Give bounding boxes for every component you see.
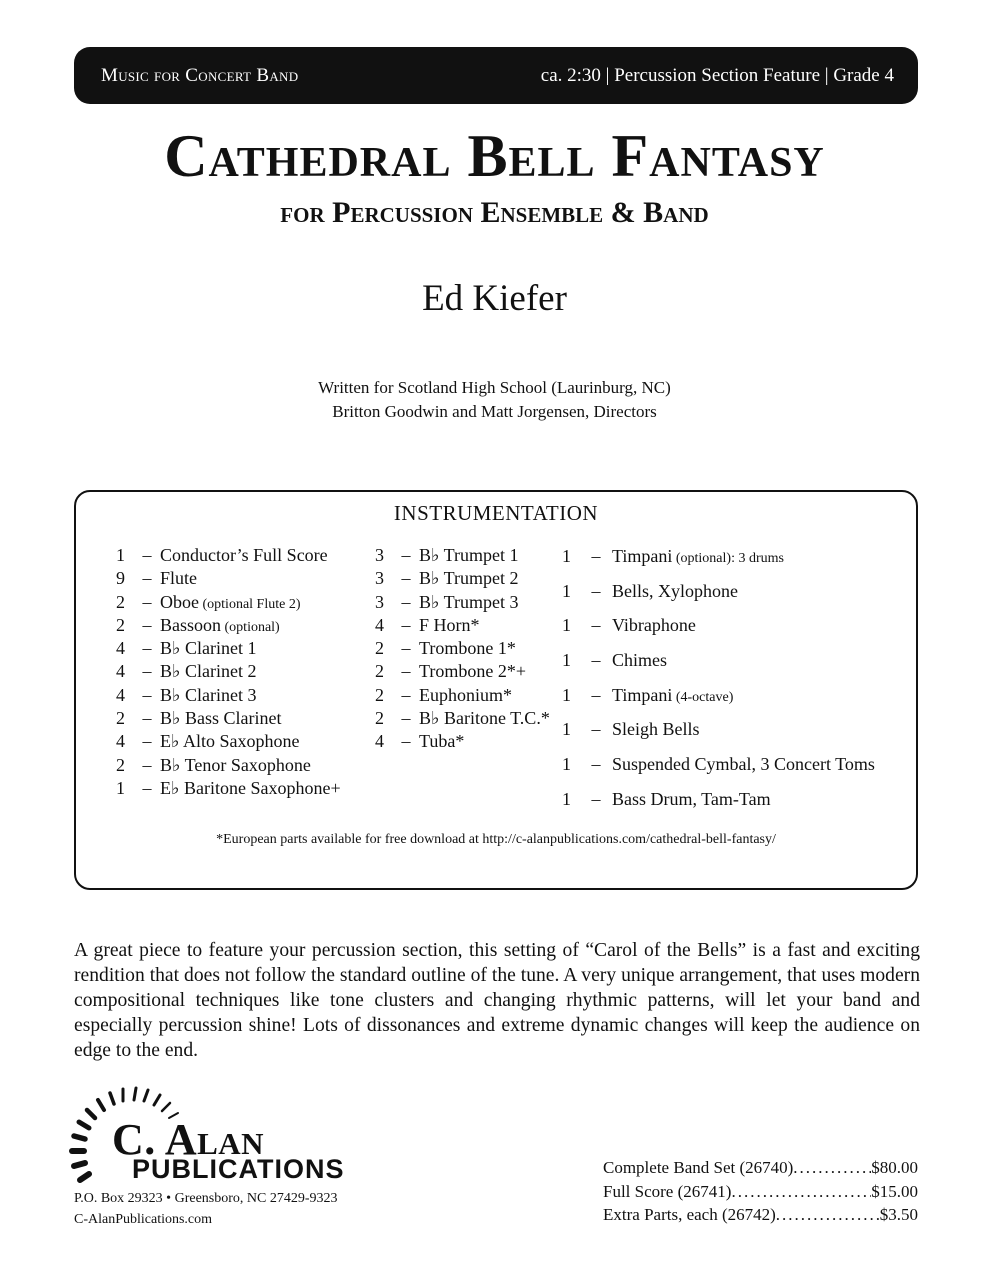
instrument-name: Euphonium* bbox=[419, 684, 512, 705]
instrument-note: (4-octave) bbox=[672, 689, 734, 705]
page-title: Cathedral Bell Fantasy bbox=[164, 123, 825, 189]
instrument-quantity: 2 bbox=[375, 661, 384, 682]
instrument-row bbox=[116, 544, 341, 567]
instrument-row bbox=[116, 614, 341, 637]
instrument-quantity: 4 bbox=[116, 731, 125, 752]
instrument-row bbox=[116, 684, 341, 707]
dash-separator: – bbox=[401, 661, 411, 682]
instrument-row bbox=[116, 637, 341, 660]
publisher-logo-name: C. Alan bbox=[112, 1115, 265, 1164]
instrument-row bbox=[375, 544, 550, 567]
publisher-logo-publications: PUBLICATIONS bbox=[132, 1154, 345, 1184]
dash-separator: – bbox=[401, 638, 411, 659]
dash-separator: – bbox=[591, 788, 601, 809]
instrument-name: Tuba* bbox=[419, 731, 465, 752]
instrument-name: Conductor’s Full Score bbox=[160, 545, 328, 565]
instrument-note: (optional Flute 2) bbox=[199, 596, 301, 612]
instrument-row bbox=[375, 614, 550, 637]
instrument-name: B♭ Trumpet 1 bbox=[419, 545, 519, 565]
instrument-quantity: 1 bbox=[562, 719, 571, 740]
instrumentation-title: INSTRUMENTATION bbox=[393, 501, 599, 525]
dash-separator: – bbox=[142, 731, 152, 752]
instrument-quantity: 2 bbox=[116, 708, 125, 729]
piece-info: ca. 2:30 | Percussion Section Feature | Grade 4 bbox=[540, 64, 894, 86]
instrument-row bbox=[562, 785, 875, 820]
instrument-name: Bass Drum, Tam-Tam bbox=[612, 788, 771, 809]
dash-separator: – bbox=[142, 708, 152, 729]
european-parts-note: *European parts available for free download at http://c-alanpublications.com/cathedral-bell-fantasy/ bbox=[216, 832, 776, 847]
instrumentation-column-3 bbox=[562, 542, 875, 820]
dash-separator: – bbox=[401, 708, 411, 729]
instrument-quantity: 1 bbox=[562, 615, 571, 636]
dash-separator: – bbox=[591, 684, 601, 705]
instrument-name: B♭ Bass Clarinet bbox=[160, 708, 282, 729]
instrument-row bbox=[562, 646, 875, 681]
instrument-name: Bassoon (optional) bbox=[160, 614, 280, 635]
leader-dots bbox=[776, 1203, 880, 1227]
instrumentation-column-2 bbox=[375, 544, 550, 754]
instrument-quantity: 3 bbox=[375, 545, 384, 565]
leader-dots bbox=[731, 1180, 871, 1204]
instrument-name: B♭ Baritone T.C.* bbox=[419, 708, 550, 729]
instrument-quantity: 2 bbox=[375, 638, 384, 659]
instrument-row bbox=[116, 567, 341, 590]
dash-separator: – bbox=[142, 754, 152, 775]
dash-separator: – bbox=[591, 754, 601, 775]
instrument-row bbox=[375, 591, 550, 614]
dash-separator: – bbox=[142, 545, 152, 565]
dash-separator: – bbox=[142, 684, 152, 705]
instrument-name: B♭ Clarinet 2 bbox=[160, 661, 257, 682]
instrument-name: Bells, Xylophone bbox=[612, 580, 738, 601]
instrument-row bbox=[562, 611, 875, 646]
instrument-row bbox=[116, 707, 341, 730]
instrument-quantity: 9 bbox=[116, 568, 125, 589]
instrument-quantity: 1 bbox=[562, 684, 571, 705]
dash-separator: – bbox=[591, 719, 601, 740]
instrument-quantity: 2 bbox=[375, 708, 384, 729]
instrument-name: E♭ Baritone Saxophone+ bbox=[160, 777, 341, 798]
instrument-quantity: 4 bbox=[375, 731, 384, 752]
instrument-quantity: 1 bbox=[562, 650, 571, 671]
subtitle: for Percussion Ensemble & Band bbox=[280, 196, 709, 229]
instrument-quantity: 1 bbox=[562, 546, 571, 566]
dash-separator: – bbox=[142, 638, 152, 659]
dedication-line-1: Written for Scotland High School (Laurinburg, NC) bbox=[318, 378, 671, 397]
price-row bbox=[603, 1180, 918, 1204]
instrument-name: Trombone 1* bbox=[419, 638, 516, 659]
dash-separator: – bbox=[401, 591, 411, 612]
instrumentation-column-1 bbox=[116, 544, 341, 800]
instrument-row bbox=[375, 707, 550, 730]
price-label: Extra Parts, each (26742) bbox=[603, 1205, 776, 1224]
price-label: Complete Band Set (26740) bbox=[603, 1158, 794, 1177]
instrument-name: Trombone 2*+ bbox=[419, 661, 526, 682]
dedication-line-2: Britton Goodwin and Matt Jorgensen, Directors bbox=[332, 402, 657, 421]
dash-separator: – bbox=[142, 777, 152, 798]
dash-separator: – bbox=[142, 591, 152, 612]
description: A great piece to feature your percussion section, this setting of “Carol of the Bells” is a fast and exciting rendition that does not follow the standard outline of the tune. A very unique arrangement, that uses modern compositional techniques like tone clusters and changing rhythmic patterns, will let your band and especially percussion shine! Lots of dissonances and extreme dynamic changes will keep the audience on edge to the end. bbox=[74, 940, 920, 1061]
dash-separator: – bbox=[401, 684, 411, 705]
instrument-name: E♭ Alto Saxophone bbox=[160, 731, 300, 752]
instrument-name: F Horn* bbox=[419, 614, 480, 635]
instrument-quantity: 4 bbox=[375, 614, 384, 635]
instrument-row bbox=[375, 637, 550, 660]
instrument-name: B♭ Trumpet 2 bbox=[419, 568, 519, 589]
price-label: Full Score (26741) bbox=[603, 1181, 732, 1201]
dedication bbox=[0, 376, 989, 424]
instrument-quantity: 1 bbox=[562, 754, 571, 775]
publisher-address bbox=[74, 1188, 338, 1230]
instrument-note: (optional) bbox=[221, 619, 280, 635]
instrument-row bbox=[375, 730, 550, 753]
instrument-quantity: 2 bbox=[116, 614, 125, 635]
instrument-name: Flute bbox=[160, 568, 198, 589]
dash-separator: – bbox=[142, 661, 152, 682]
price-value: $15.00 bbox=[871, 1181, 918, 1201]
instrument-name: Sleigh Bells bbox=[612, 719, 700, 740]
instrument-row bbox=[116, 660, 341, 683]
instrument-quantity: 3 bbox=[375, 568, 384, 589]
instrument-quantity: 1 bbox=[116, 545, 125, 565]
instrument-row bbox=[562, 750, 875, 785]
instrument-row bbox=[562, 681, 875, 716]
price-row bbox=[603, 1203, 918, 1227]
instrument-quantity: 1 bbox=[116, 777, 125, 798]
instrument-quantity: 2 bbox=[375, 684, 384, 705]
instrument-name: Suspended Cymbal, 3 Concert Toms bbox=[612, 754, 875, 775]
instrument-row bbox=[116, 730, 341, 753]
instrument-row bbox=[375, 684, 550, 707]
instrument-quantity: 4 bbox=[116, 684, 125, 705]
dash-separator: – bbox=[591, 615, 601, 636]
instrument-name: B♭ Clarinet 3 bbox=[160, 684, 257, 705]
instrument-quantity: 1 bbox=[562, 788, 571, 809]
instrument-name: Chimes bbox=[612, 650, 668, 671]
instrument-name: B♭ Tenor Saxophone bbox=[160, 754, 311, 775]
price-list bbox=[603, 1156, 918, 1227]
composer: Ed Kiefer bbox=[422, 278, 567, 319]
instrument-name: Timpani (4-octave) bbox=[612, 684, 734, 705]
instrument-name: B♭ Clarinet 1 bbox=[160, 638, 257, 659]
price-value: $3.50 bbox=[879, 1205, 918, 1224]
dash-separator: – bbox=[401, 614, 411, 635]
dash-separator: – bbox=[401, 731, 411, 752]
instrument-row bbox=[375, 660, 550, 683]
price-value: $80.00 bbox=[871, 1158, 918, 1177]
dash-separator: – bbox=[591, 546, 601, 566]
dash-separator: – bbox=[401, 568, 411, 589]
dash-separator: – bbox=[401, 545, 411, 565]
dash-separator: – bbox=[142, 568, 152, 589]
instrument-quantity: 4 bbox=[116, 661, 125, 682]
instrument-name: Oboe (optional Flute 2) bbox=[160, 591, 301, 612]
instrument-quantity: 1 bbox=[562, 580, 571, 601]
instrument-row bbox=[375, 567, 550, 590]
instrument-name: Timpani (optional): 3 drums bbox=[612, 546, 784, 566]
dash-separator: – bbox=[142, 614, 152, 635]
instrumentation-box bbox=[74, 490, 918, 890]
instrument-row bbox=[562, 542, 875, 577]
instrument-quantity: 4 bbox=[116, 638, 125, 659]
instrument-note: (optional): 3 drums bbox=[672, 551, 784, 566]
instrument-row bbox=[562, 715, 875, 750]
instrument-quantity: 2 bbox=[116, 591, 125, 612]
website-link[interactable]: C-AlanPublications.com bbox=[74, 1212, 213, 1227]
header-bar bbox=[74, 47, 918, 104]
instrument-name: B♭ Trumpet 3 bbox=[419, 591, 519, 612]
price-row bbox=[603, 1156, 918, 1180]
instrument-quantity: 3 bbox=[375, 591, 384, 612]
instrument-row bbox=[562, 577, 875, 612]
instrument-row bbox=[116, 591, 341, 614]
dash-separator: – bbox=[591, 580, 601, 601]
leader-dots bbox=[793, 1156, 871, 1180]
instrument-row bbox=[116, 754, 341, 777]
series-label: Music for Concert Band bbox=[101, 64, 299, 86]
instrument-quantity: 2 bbox=[116, 754, 125, 775]
dash-separator: – bbox=[591, 650, 601, 671]
instrument-row bbox=[116, 777, 341, 800]
instrument-name: Vibraphone bbox=[612, 615, 696, 636]
address-line: P.O. Box 29323 • Greensboro, NC 27429-9323 bbox=[74, 1191, 338, 1206]
